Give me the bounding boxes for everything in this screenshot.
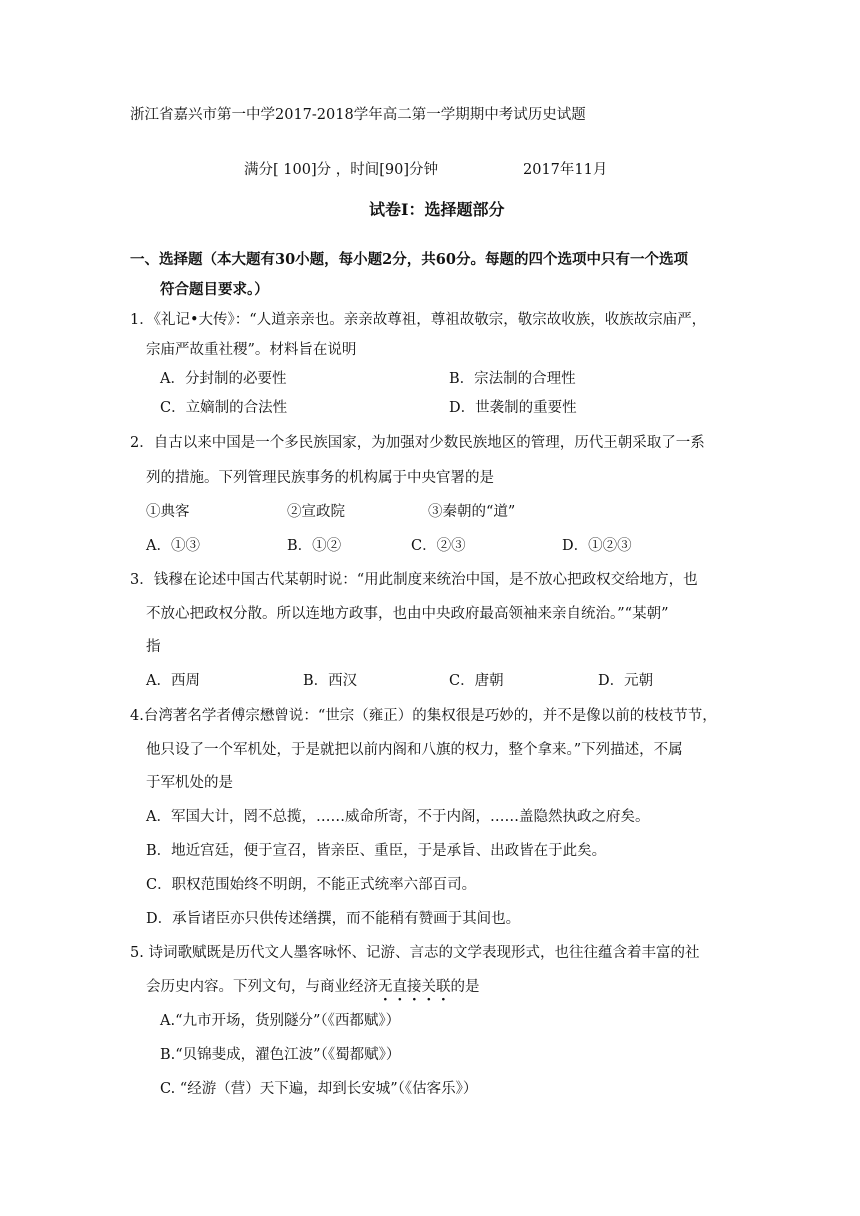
q4-option-a: A．军国大计，罔不总揽，……威命所寄，不于内阁，……盖隐然执政之府矣。: [146, 809, 650, 825]
q2-item-2: ②宣政院: [287, 504, 345, 520]
q4-stem: 4.台湾著名学者傅宗懋曾说：“世宗（雍正）的集权很是巧妙的，并不是像以前的枝枝节节，: [130, 708, 717, 724]
q1-stem: 1．《礼记•大传》：“人道亲亲也。亲亲故尊祖，尊祖故敬宗，敬宗故收族，收族故宗庙严，: [130, 312, 707, 328]
q5-option-a: A.“九市开场，货别隧分”（《西都赋》）: [160, 1013, 401, 1029]
q3-stem: 3．钱穆在论述中国古代某朝时说：“用此制度来统治中国，是不放心把政权交给地方，也: [130, 572, 698, 588]
q5-option-c: C. “经游（营）天下遍，却到长安城”（《估客乐》）: [160, 1081, 478, 1097]
q4-stem-end: 于军机处的是: [146, 775, 233, 791]
q2-option-a: A．①③: [146, 538, 200, 554]
q3-stem-cont: 不放心把政权分散。所以连地方政事，也由中央政府最高领袖来亲自统治。”“某朝”: [146, 606, 669, 622]
q4-option-b: B．地近宫廷，便于宣召，皆亲臣、重臣，于是承旨、出政皆在于此矣。: [146, 843, 607, 859]
section-title: 试卷Ⅰ：选择题部分: [369, 200, 505, 219]
q2-option-b: B．①②: [287, 538, 342, 554]
emphasis-char: 关: [421, 979, 436, 995]
q4-option-c: C．职权范围始终不明朗，不能正式统率六部百司。: [146, 877, 477, 893]
q4-option-d: D．承旨诸臣亦只供传述缮撰，而不能稍有赞画于其间也。: [146, 911, 521, 927]
q2-option-d: D．①②③: [562, 538, 632, 554]
q1-option-d: D．世袭制的重要性: [449, 400, 577, 416]
emphasis-char: 直: [392, 979, 407, 995]
exam-title: 浙江省嘉兴市第一中学2017-2018学年高二第一学期期中考试历史试题: [130, 107, 586, 123]
q2-option-c: C．②③: [411, 538, 466, 554]
q5-emphasis-text: [378, 979, 451, 995]
q2-item-3: ③秦朝的“道”: [428, 504, 516, 520]
q3-stem-end: 指: [146, 639, 161, 655]
q5-option-b: B.“贝锦斐成，濯色江波”（《蜀都赋》）: [160, 1047, 401, 1063]
q3-option-b: B．西汉: [303, 673, 358, 689]
emphasis-char: 无: [378, 979, 393, 995]
exam-score-time: 满分[ 100]分 ，时间[90]分钟: [244, 162, 438, 178]
q2-stem: 2．自古以来中国是一个多民族国家，为加强对少数民族地区的管理，历代王朝采取了一系: [130, 435, 705, 451]
q2-item-1: ①典客: [146, 504, 190, 520]
q5-stem-cont-pre: 会历史内容。下列文句，与商业经济: [146, 979, 378, 995]
q1-stem-cont: 宗庙严故重社稷”。材料旨在说明: [146, 342, 357, 358]
exam-date: 2017年11月: [523, 162, 608, 178]
q1-option-a: A．分封制的必要性: [160, 371, 287, 387]
q3-option-c: C．唐朝: [449, 673, 504, 689]
q1-option-c: C．立嫡制的合法性: [160, 400, 288, 416]
q5-stem: 5. 诗词歌赋既是历代文人墨客咏怀、记游、言志的文学表现形式，也往往蕴含着丰富的社: [130, 945, 700, 961]
emphasis-char: 接: [407, 979, 422, 995]
part1-heading-cont: 符合题目要求。）: [160, 281, 269, 298]
q2-stem-cont: 列的措施。下列管理民族事务的机构属于中央官署的是: [146, 470, 494, 486]
emphasis-char: 联: [436, 979, 451, 995]
q4-stem-cont: 他只设了一个军机处，于是就把以前内阁和八旗的权力，整个拿来。”下列描述，不属: [146, 742, 683, 758]
q3-option-a: A．西周: [146, 673, 200, 689]
part1-heading: 一、选择题（本大题有30小题，每小题2分，共60分。每题的四个选项中只有一个选项: [130, 251, 688, 268]
q1-option-b: B．宗法制的合理性: [449, 371, 576, 387]
q5-stem-cont-post: 的是: [450, 979, 480, 995]
q5-stem-cont: [146, 977, 480, 997]
q3-option-d: D．元朝: [598, 673, 654, 689]
